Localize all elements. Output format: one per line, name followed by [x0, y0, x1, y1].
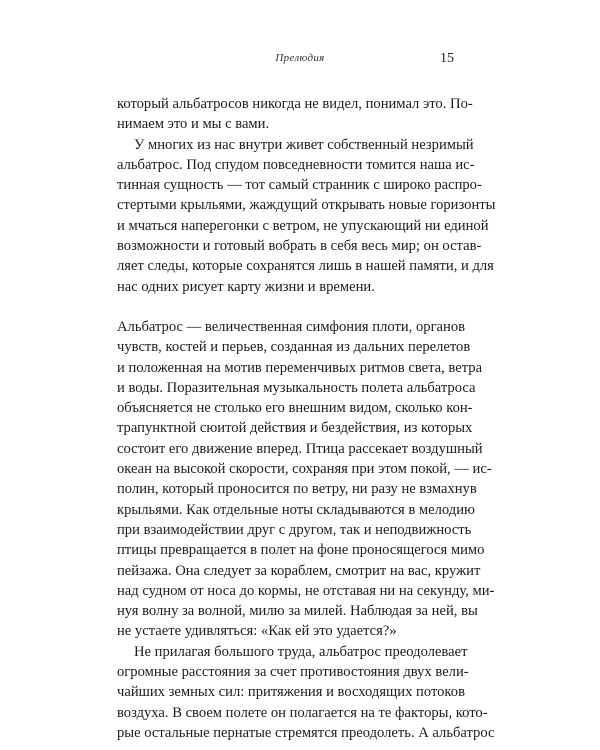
text-line: объясняется не столько его внешним видом, сколько кон-	[117, 400, 473, 417]
text-line: океан на высокой скорости, сохраняя при этом покой, — ис-	[117, 461, 492, 478]
text-line: и положенная на мотив переменчивых ритмов света, ветра	[117, 359, 483, 376]
section-break	[117, 297, 455, 317]
text-line: стертыми крыльями, жаждущий открывать новые горизонты	[117, 197, 496, 214]
text-line: огромные расстояния за счет противостояния двух вели-	[117, 664, 469, 681]
text-line: рые остальные пернатые стремятся преодолеть. А альбатрос	[117, 724, 495, 741]
text-line: чувств, костей и перьев, созданная из дальних перелетов	[117, 339, 471, 356]
text-line: крыльями. Как отдельные ноты складываются в мелодию	[117, 501, 475, 518]
text-line: птицы превращается в полет на фоне проносящегося мимо	[117, 542, 485, 559]
text-line: У многих из нас внутри живет собственный незримый	[134, 136, 474, 153]
text-line: Не прилагая большого труда, альбатрос преодолевает	[134, 643, 468, 660]
text-line: состоит его движение вперед. Птица рассекает воздушный	[117, 440, 483, 457]
text-line: тинная сущность — тот самый странник с широко распро-	[117, 177, 482, 194]
text-line: и мчаться наперегонки с ветром, не упускающий ни единой	[117, 217, 489, 234]
text-line: нас одних рисует карту жизни и времени.	[117, 278, 375, 295]
page-number: 15	[440, 51, 454, 66]
text-line: который альбатросов никогда не видел, понимал это. По-	[117, 96, 473, 112]
text-line: нуя волну за волной, милю за милей. Наблюдая за ней, вы	[117, 603, 478, 620]
text-line: трапунктной сюитой действия и бездействия, из которых	[117, 420, 473, 437]
paragraph	[117, 642, 495, 743]
text-line: пейзажа. Она следует за кораблем, смотрит на вас, кружит	[117, 562, 481, 579]
text-line: ляет следы, которые сохранятся лишь в нашей памяти, и для	[117, 258, 494, 275]
paragraph	[117, 317, 495, 642]
text-line: нимаем это и мы с вами.	[117, 116, 270, 133]
text-line: не устаете удивляться: «Как ей это удается?»	[117, 623, 397, 640]
body-text	[117, 94, 496, 743]
running-title: Прелюдия	[275, 52, 325, 64]
text-line: и воды. Поразительная музыкальность полета альбатроса	[117, 379, 476, 396]
text-line: воздуха. В своем полете он полагается на те факторы, кото-	[117, 704, 488, 721]
text-line: Альбатрос — величественная симфония плоти, органов	[117, 318, 466, 335]
text-line: чайших земных сил: притяжения и восходящих потоков	[117, 684, 465, 701]
paragraph	[117, 135, 496, 297]
text-line: возможности и готовый вобрать в себя весь мир; он остав-	[117, 238, 482, 255]
text-line: полин, который проносится по ветру, ни разу не взмахнув	[117, 481, 477, 498]
text-line: альбатрос. Под спудом повседневности томится наша ис-	[117, 156, 475, 173]
text-line: при взаимодействии друг с другом, так и неподвижность	[117, 521, 472, 538]
paragraph	[117, 94, 473, 135]
text-line: над судном от носа до кормы, не отставая ни на секунду, ми-	[117, 582, 495, 599]
